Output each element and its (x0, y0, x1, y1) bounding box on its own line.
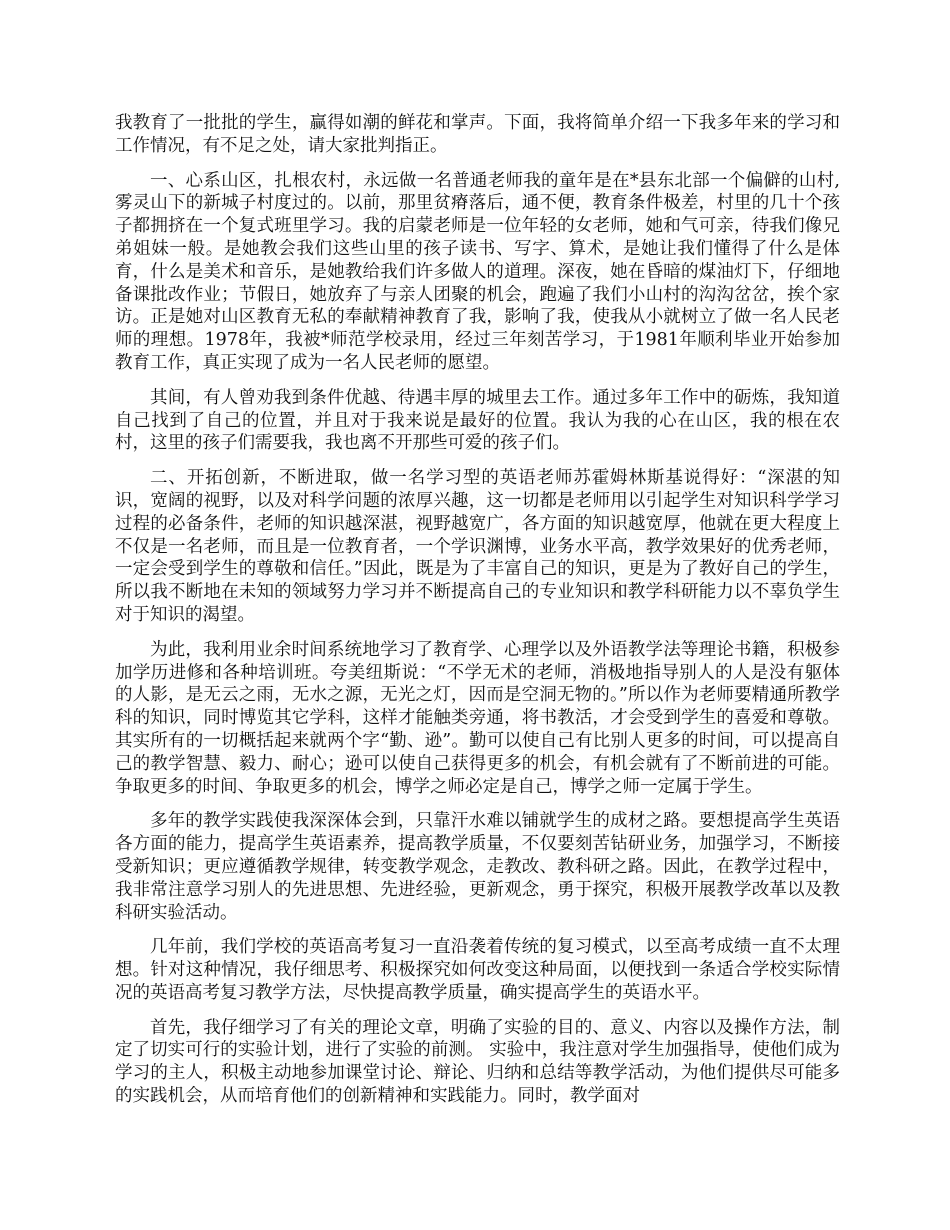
paragraph-experiment: 首先，我仔细学习了有关的理论文章，明确了实验的目的、意义、内容以及操作方法，制定了切实可行的实验计划，进行了实验的前测。 实验中，我注意对学生加强指导，使他们成为学习的主人，积极主动地参加课堂讨论、辩论、归纳和总结等教学活动，为他们提供尽可能多的实践机会，从而培育他们的创新精神和实践能力。同时，教学面对 (115, 1017, 840, 1107)
paragraph-teaching-practice: 多年的教学实践使我深深体会到，只靠汗水难以铺就学生的成材之路。要想提高学生英语各方面的能力，提高学生英语素养，提高教学质量，不仅要刻苦钻研业务，加强学习，不断接受新知识；更应遵循教学规律，转变教学观念，走教改、教科研之路。因此，在教学过程中，我非常注意学习别人的先进思想、先进经验，更新观念，勇于探究，积极开展教学改革以及教科研实验活动。 (115, 811, 840, 923)
document-body (115, 112, 840, 1120)
paragraph-section-one: 一、心系山区，扎根农村，永远做一名普通老师我的童年是在*县东北部一个偏僻的山村,雾灵山下的新城子村度过的。以前，那里贫瘠落后，通不便，教育条件极差，村里的几十个孩子都拥挤在一个复式班里学习。我的启蒙老师是一位年轻的女老师，她和气可亲，待我们像兄弟姐妹一般。是她教会我们这些山里的孩子读书、写字、算术，是她让我们懂得了什么是体育，什么是美术和音乐，是她教给我们许多做人的道理。深夜，她在昏暗的煤油灯下，仔细地备课批改作业；节假日，她放弃了与亲人团聚的机会，跑遍了我们小山村的沟沟岔岔，挨个家访。正是她对山区教育无私的奉献精神教育了我，影响了我，使我从小就树立了做一名人民老师的理想。1978年，我被*师范学校录用，经过三年刻苦学习，于1981年顺利毕业开始参加教育工作，真正实现了成为一名人民老师的愿望。 (115, 170, 840, 373)
paragraph-exam-review: 几年前，我们学校的英语高考复习一直沿袭着传统的复习模式，以至高考成绩一直不太理想。针对这种情况，我仔细思考、积极探究如何改变这种局面，以便找到一条适合学校实际情况的英语高考复习教学方法，尽快提高教学质量，确实提高学生的英语水平。 (115, 937, 840, 1003)
paragraph-self-study: 为此，我利用业余时间系统地学习了教育学、心理学以及外语教学法等理论书籍，积极参加学历进修和各种培训班。夸美纽斯说：“不学无术的老师，消极地指导别人的人是没有躯体的人影，是无云之雨，无水之源，无光之灯，因而是空洞无物的。”所以作为老师要精通所教学科的知识，同时博览其它学科，这样才能触类旁通，将书教活，才会受到学生的喜爱和尊敬。其实所有的一切概括起来就两个字“勤、逊”。勤可以使自己有比别人更多的时间，可以提高自己的教学智慧、毅力、耐心；逊可以使自己获得更多的机会，有机会就有了不断前进的可能。争取更多的时间、争取更多的机会，博学之师必定是自己，博学之师一定属于学生。 (115, 639, 840, 797)
paragraph-rural-commitment: 其间，有人曾劝我到条件优越、待遇丰厚的城里去工作。通过多年工作中的砺炼，我知道自己找到了自己的位置，并且对于我来说是最好的位置。我认为我的心在山区，我的根在农村，这里的孩子们需要我，我也离不开那些可爱的孩子们。 (115, 387, 840, 454)
paragraph-section-two: 二、开拓创新，不断进取，做一名学习型的英语老师苏霍姆林斯基说得好：“深湛的知识，宽阔的视野，以及对科学问题的浓厚兴趣，这一切都是老师用以引起学生对知识科学学习过程的必备条件，老师的知识越深湛，视野越宽广，各方面的知识越宽厚，他就在更大程度上不仅是一名老师，而且是一位教育者，一个学识渊博，业务水平高，教学效果好的优秀老师，一定会受到学生的尊敬和信任。”因此，既是为了丰富自己的知识，更是为了教好自己的学生，所以我不断地在未知的领域努力学习并不断提高自己的专业知识和教学科研能力以不辜负学生对于知识的渴望。 (115, 468, 840, 625)
paragraph-intro: 我教育了一批批的学生，赢得如潮的鲜花和掌声。下面，我将简单介绍一下我多年来的学习和工作情况，有不足之处，请大家批判指正。 (115, 113, 840, 156)
